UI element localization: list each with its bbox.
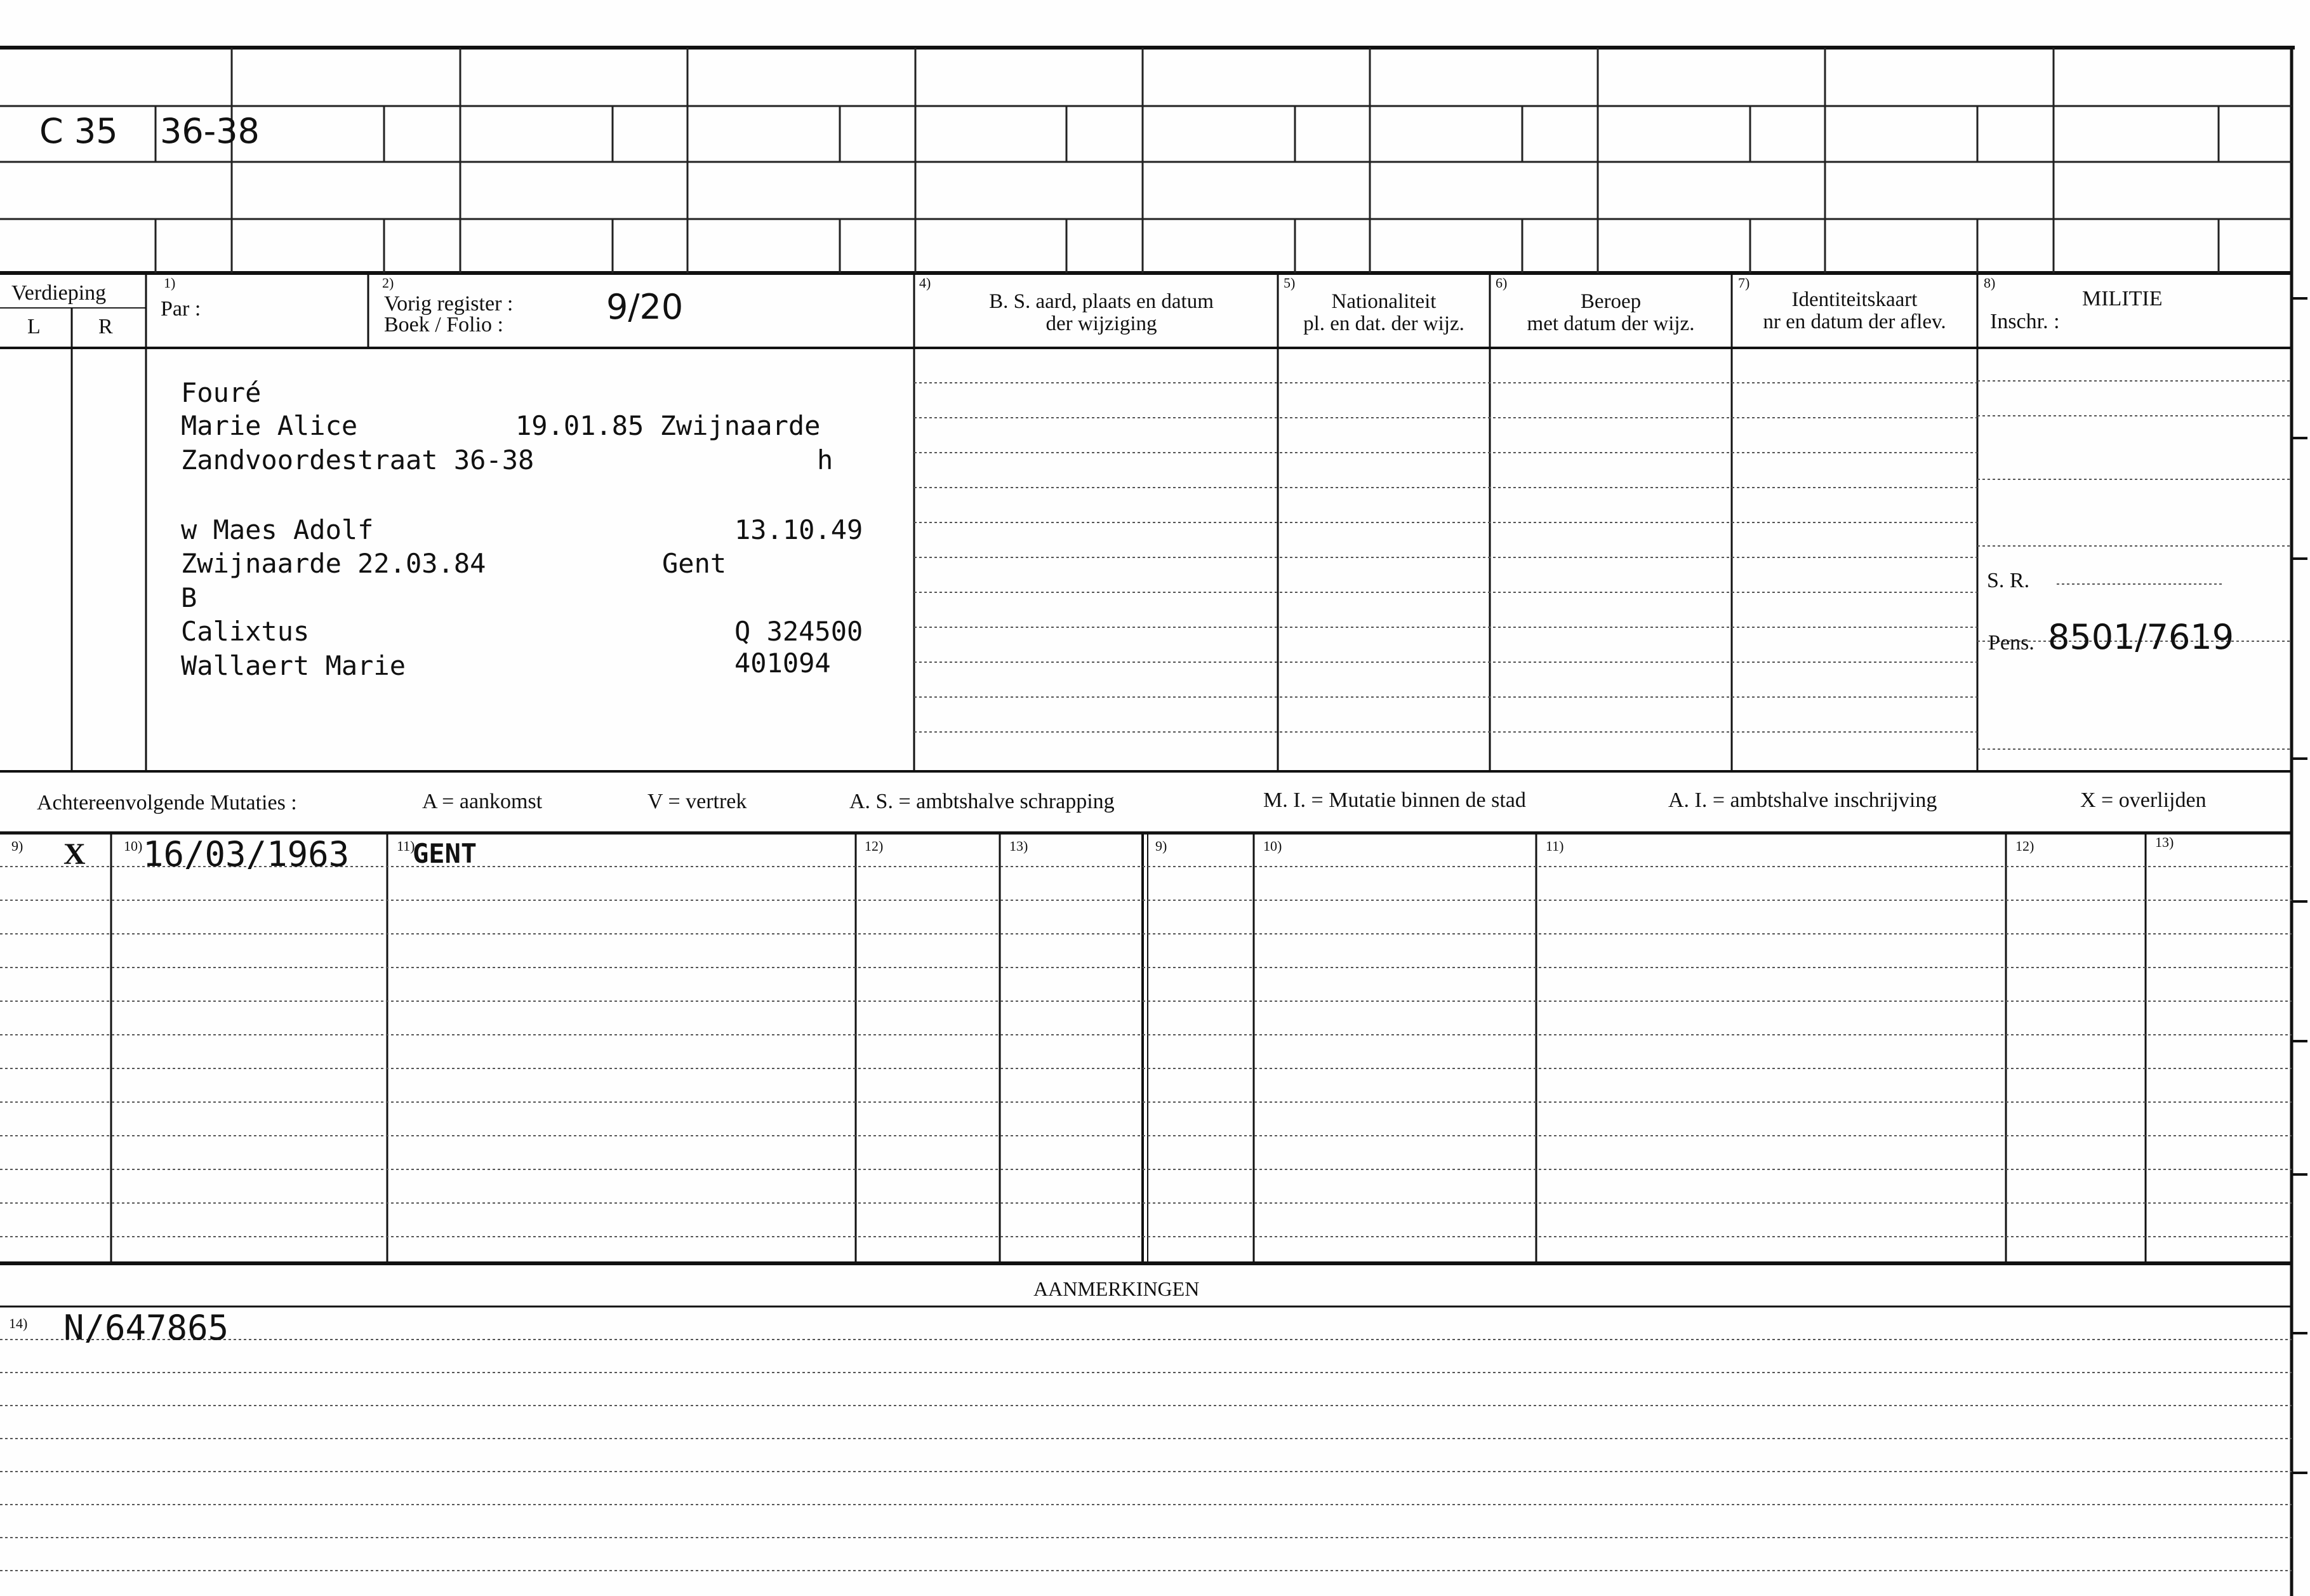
mut-col-9-number: 9) — [11, 838, 23, 854]
mutation-place: GENT — [413, 838, 477, 869]
legend-aankomst: A = aankomst — [422, 790, 543, 813]
card-code: C 35 — [39, 111, 118, 151]
mutation-type: X — [63, 837, 86, 871]
person-surname: Fouré — [181, 377, 262, 408]
verdieping-label: Verdieping — [11, 281, 107, 305]
person-given-names: Marie Alice — [181, 410, 358, 441]
par-label: Par : — [161, 297, 201, 321]
legend-mutatie-binnen-stad: M. I. = Mutatie binnen de stad — [1263, 788, 1526, 812]
field-8-number: 8) — [1984, 275, 1996, 291]
mut-col-10b-number: 10) — [1263, 838, 1282, 854]
person-birth: 19.01.85 Zwijnaarde — [515, 410, 821, 441]
beroep-header-line2: met datum der wijz. — [1527, 312, 1695, 335]
house-number: 36-38 — [160, 111, 260, 151]
mark-h: h — [817, 444, 833, 475]
bs-header-line2: der wijziging — [1045, 312, 1157, 335]
remarks-value: N/647865 — [63, 1308, 229, 1348]
spouse-date: 13.10.49 — [734, 514, 863, 545]
mut-col-9b-number: 9) — [1155, 838, 1167, 854]
field-6-number: 6) — [1496, 275, 1508, 291]
inschr-label: Inschr. : — [1990, 310, 2060, 333]
pens-label: Pens. — [1988, 631, 2035, 655]
field-5-number: 5) — [1284, 275, 1296, 291]
spouse-place: Gent — [662, 548, 727, 579]
bs-header-line1: B. S. aard, plaats en datum — [989, 290, 1214, 313]
mut-col-11-number: 11) — [397, 838, 415, 854]
pens-value: 8501/7619 — [2048, 617, 2234, 657]
boek-folio-label: Boek / Folio : — [384, 313, 503, 336]
nationaliteit-header-line2: pl. en dat. der wijz. — [1303, 312, 1464, 335]
father-code: Q 324500 — [734, 616, 863, 647]
field-1-number: 1) — [164, 275, 176, 291]
identiteitskaart-header-line2: nr en datum der aflev. — [1763, 310, 1946, 333]
mut-col-13b-number: 13) — [2155, 834, 2174, 850]
mut-col-12-number: 12) — [865, 838, 884, 854]
mutations-legend-title: Achtereenvolgende Mutaties : — [37, 791, 297, 815]
remarks-number: 14) — [9, 1315, 28, 1331]
mark-b: B — [181, 582, 197, 613]
legend-vertrek: V = vertrek — [647, 790, 747, 813]
legend-ambtshalve-schrapping: A. S. = ambtshalve schrapping — [849, 790, 1115, 813]
nationaliteit-header-line1: Nationaliteit — [1331, 290, 1437, 313]
r-label: R — [98, 315, 113, 338]
spouse-birth: Zwijnaarde 22.03.84 — [181, 548, 486, 579]
legend-overlijden: X = overlijden — [2080, 788, 2207, 812]
vorig-register-label: Vorig register : — [384, 292, 514, 316]
spouse-name: w Maes Adolf — [181, 514, 374, 545]
sr-label: S. R. — [1987, 569, 2030, 592]
mother-code: 401094 — [734, 648, 831, 679]
mut-col-12b-number: 12) — [2015, 838, 2035, 854]
register-folio: 9/20 — [606, 287, 684, 327]
beroep-header-line1: Beroep — [1580, 290, 1642, 313]
mutation-date: 16/03/1963 — [143, 834, 350, 874]
mother-name: Wallaert Marie — [181, 650, 406, 681]
legend-ambtshalve-inschrijving: A. I. = ambtshalve inschrijving — [1668, 788, 1937, 812]
militie-label: MILITIE — [2082, 287, 2163, 310]
person-address: Zandvoordestraat 36-38 — [181, 444, 534, 475]
field-7-number: 7) — [1738, 275, 1750, 291]
father-name: Calixtus — [181, 616, 310, 647]
mut-col-10-number: 10) — [124, 838, 143, 854]
field-4-number: 4) — [919, 275, 931, 291]
remarks-title: AANMERKINGEN — [1033, 1277, 1200, 1300]
identiteitskaart-header-line1: Identiteitskaart — [1791, 288, 1918, 311]
l-label: L — [27, 315, 41, 338]
mut-col-13-number: 13) — [1009, 838, 1028, 854]
mut-col-11b-number: 11) — [1546, 838, 1564, 854]
field-2-number: 2) — [382, 275, 394, 291]
